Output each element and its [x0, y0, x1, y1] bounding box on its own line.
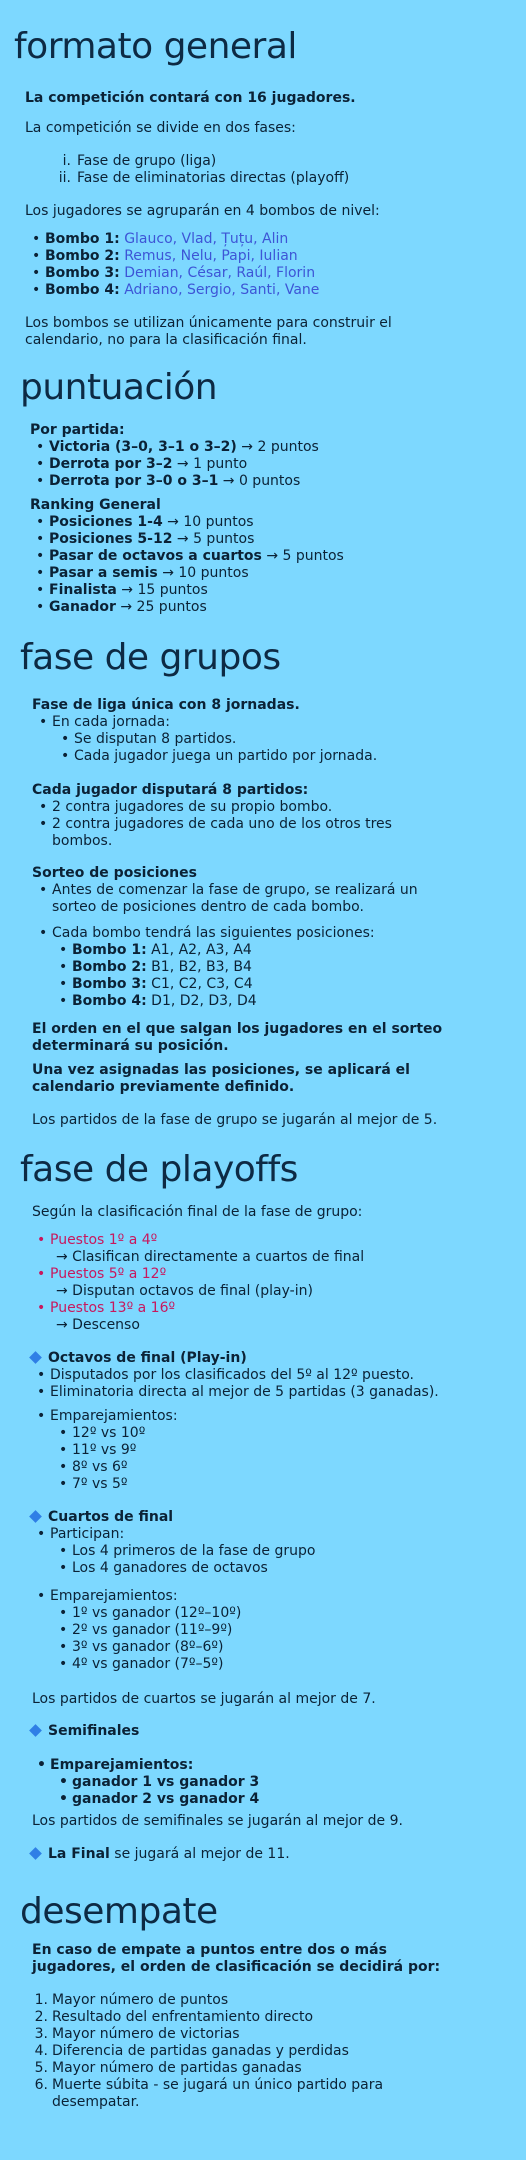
sorteo-heading: Sorteo de posiciones [32, 865, 197, 881]
criteria-list [34, 1992, 512, 2111]
criterion-item: 2. Resultado del enfrentamiento directo [34, 2009, 314, 2025]
asignadas-line1: Una vez asignadas las posiciones, se aplicará el [32, 1062, 410, 1078]
cuartos-heading [28, 1509, 173, 1526]
ranking-item [49, 531, 509, 548]
pair-item: • 8º vs 6º [72, 1459, 512, 1476]
criterion-item: 1. Mayor número de puntos [34, 1992, 229, 2008]
bombo-label: Bombo 3: [45, 265, 120, 281]
posicion-label: Bombo 2: [72, 959, 147, 975]
desempate-intro-line1: En caso de empate a puntos entre dos o más [32, 1942, 387, 1958]
final-line [28, 1846, 290, 1863]
phase-text: Fase de eliminatorias directas (playoff) [77, 170, 350, 186]
ranking-label: Pasar a semis [49, 565, 158, 581]
criterion-text: Resultado del enfrentamiento directo [52, 2009, 314, 2025]
posicion-item [72, 976, 512, 993]
partida-list [49, 439, 509, 490]
cuartos-heading-text: Cuartos de final [48, 1509, 174, 1525]
phase-item [51, 170, 471, 187]
range-result: → Disputan octavos de final (play-in) [56, 1283, 313, 1299]
partida-value: → 0 puntos [218, 473, 301, 489]
range-item [50, 1232, 510, 1249]
octavos-emparej [50, 1408, 520, 1425]
partida-label: Victoria (3–0, 3–1 o 3–2) [49, 439, 237, 455]
pair-item: • 12º vs 10º [72, 1425, 512, 1442]
partidos-item [52, 816, 512, 850]
ranking-value: → 10 puntos [162, 514, 254, 530]
formato-p2: La competición se divide en dos fases: [25, 120, 296, 136]
partida-heading: Por partida: [30, 422, 125, 438]
bombo-label: Bombo 1: [45, 231, 120, 247]
cuartos-mejor: Los partidos de cuartos se jugarán al mejor de 7. [32, 1691, 376, 1707]
pair-item: • 3º vs ganador (8º–6º) [72, 1639, 512, 1656]
ranking-value: → 5 puntos [261, 548, 344, 564]
octavos-item: • Disputados por los clasificados del 5º al 12º puesto. [50, 1367, 520, 1384]
posicion-item [72, 993, 512, 1010]
formato-p1: La competición contará con 16 jugadores. [25, 90, 356, 106]
criterion-text: Mayor número de partidas ganadas [52, 2060, 302, 2076]
formato-title: formato general [14, 26, 297, 67]
criterion-text: Muerte súbita - se jugará un único partido para [52, 2077, 384, 2093]
criterion-text: Mayor número de puntos [52, 1992, 229, 2008]
posicion-item [72, 959, 512, 976]
partida-value: → 1 punto [172, 456, 248, 472]
ranking-list [49, 514, 509, 616]
semis-mejor: Los partidos de semifinales se jugarán al mejor de 9. [32, 1813, 403, 1829]
final-rest: se jugará al mejor de 11. [109, 1846, 290, 1862]
sorteo-item: • Cada bombo tendrá las siguientes posiciones: [52, 925, 512, 942]
sorteo-line: sorteo de posiciones dentro de cada bombo. [52, 899, 364, 915]
bombo-players: Remus, Nelu, Papi, Iulian [124, 248, 298, 264]
small-blue-diamond-icon [29, 1510, 42, 1523]
posicion-item [72, 942, 512, 959]
cuartos-emparej [50, 1588, 520, 1605]
puntuacion-title: puntuación [20, 367, 218, 408]
sorteo-item [52, 882, 512, 916]
participan-sublist [72, 1543, 512, 1577]
ranking-label: Posiciones 5-12 [49, 531, 173, 547]
jornada-sublist [74, 731, 514, 765]
pair-item: • 7º vs 5º [72, 1476, 512, 1493]
posiciones-list [72, 942, 512, 1010]
range-label: Puestos 1º a 4º [50, 1232, 158, 1248]
participan-item: • Los 4 ganadores de octavos [72, 1560, 512, 1577]
bombo-players: Glauco, Vlad, Țuțu, Alin [124, 231, 289, 247]
range-label: Puestos 13º a 16º [50, 1300, 176, 1316]
phase-list [51, 153, 471, 187]
liga-heading: Fase de liga única con 8 jornadas. [32, 697, 300, 713]
jornada-list [52, 714, 512, 731]
phase-num: ii. [58, 170, 71, 186]
ranking-item [49, 514, 509, 531]
posicion-label: Bombo 4: [72, 993, 147, 1009]
criterion-item: 5. Mayor número de partidas ganadas [34, 2060, 302, 2076]
grupos-mejor: Los partidos de la fase de grupo se jugarán al mejor de 5. [32, 1112, 438, 1128]
partida-item [49, 473, 509, 490]
ranking-item [49, 582, 509, 599]
semis-heading-text: Semifinales [48, 1723, 140, 1739]
final-bold: La Final [48, 1846, 110, 1862]
cuartos-pairs [72, 1605, 512, 1673]
emparej-label: • Emparejamientos: [50, 1588, 520, 1605]
ranking-value: → 5 puntos [172, 531, 255, 547]
small-blue-diamond-icon [29, 1724, 42, 1737]
participan-label: • Participan: [50, 1526, 520, 1543]
playoffs-title: fase de playoffs [20, 1149, 298, 1190]
partidos-list [52, 799, 512, 850]
octavos-heading [28, 1350, 247, 1367]
ranking-label: Finalista [49, 582, 117, 598]
octavos-item: • Eliminatoria directa al mejor de 5 partidas (3 ganadas). [50, 1384, 520, 1401]
bombo-players: Adriano, Sergio, Santi, Vane [124, 282, 320, 298]
small-blue-diamond-icon [29, 1847, 42, 1860]
criterion-text: Diferencia de partidas ganadas y perdidas [52, 2043, 349, 2059]
ranking-item [49, 565, 509, 582]
pair-item: • 4º vs ganador (7º–5º) [72, 1656, 512, 1673]
bombo-label: Bombo 2: [45, 248, 120, 264]
jornada-subitem: • Cada jugador juega un partido por jornada. [74, 748, 514, 765]
jornada-subitem: • Se disputan 8 partidos. [74, 731, 514, 748]
small-blue-diamond-icon [29, 1351, 42, 1364]
pair-item: • ganador 2 vs ganador 4 [72, 1791, 512, 1808]
participan-list [50, 1526, 520, 1543]
ranges-list [50, 1232, 510, 1334]
desempate-intro-line2: jugadores, el orden de clasificación se decidirá por: [32, 1959, 441, 1975]
semis-heading [28, 1723, 139, 1740]
ranking-label: Posiciones 1-4 [49, 514, 163, 530]
posicion-value: D1, D2, D3, D4 [146, 993, 257, 1009]
grupos-title: fase de grupos [20, 637, 281, 678]
orden-line1: El orden en el que salgan los jugadores en el sorteo [32, 1021, 443, 1037]
partidos-heading: Cada jugador disputará 8 partidos: [32, 782, 309, 798]
desempate-title: desempate [20, 1891, 218, 1932]
asignadas-line2: calendario previamente definido. [32, 1079, 295, 1095]
octavos-pairs [72, 1425, 512, 1493]
partida-value: → 2 puntos [236, 439, 319, 455]
jornada-item: • En cada jornada: [52, 714, 512, 731]
bombo-item [45, 248, 505, 265]
partida-item [49, 456, 509, 473]
bombo-label: Bombo 4: [45, 282, 120, 298]
semis-emparej [50, 1757, 520, 1774]
posicion-value: A1, A2, A3, A4 [146, 942, 252, 958]
formato-note-line2: calendario, no para la clasificación final. [25, 332, 307, 348]
partidos-line: 2 contra jugadores de cada uno de los otros tres [52, 816, 392, 832]
playoffs-intro: Según la clasificación final de la fase de grupo: [32, 1204, 363, 1220]
sorteo-list-2 [52, 925, 512, 942]
ranking-heading: Ranking General [30, 497, 161, 513]
orden-line2: determinará su posición. [32, 1038, 229, 1054]
partidos-item: • 2 contra jugadores de su propio bombo. [52, 799, 512, 816]
criterion-text: desempatar. [52, 2094, 140, 2110]
criterion-item: 3. Mayor número de victorias [34, 2026, 240, 2042]
ranking-value: → 10 puntos [157, 565, 249, 581]
ranking-value: → 15 puntos [116, 582, 208, 598]
ranking-item [49, 599, 509, 616]
emparej-label: • Emparejamientos: [50, 1408, 520, 1425]
octavos-heading-text: Octavos de final (Play-in) [48, 1350, 247, 1366]
criterion-item: 4. Diferencia de partidas ganadas y perdidas [34, 2043, 349, 2059]
octavos-list [50, 1367, 520, 1401]
criterion-item: 6. Muerte súbita - se jugará un único partido para desempatar. [34, 2077, 384, 2110]
range-item [50, 1266, 510, 1283]
bombo-item [45, 265, 505, 282]
bombo-players: Demian, César, Raúl, Florin [124, 265, 316, 281]
participan-item: • Los 4 primeros de la fase de grupo [72, 1543, 512, 1560]
pair-item: • 11º vs 9º [72, 1442, 512, 1459]
range-label: Puestos 5º a 12º [50, 1266, 167, 1282]
phase-num: i. [62, 153, 71, 169]
phase-text: Fase de grupo (liga) [77, 153, 217, 169]
posicion-value: C1, C2, C3, C4 [146, 976, 253, 992]
ranking-value: → 25 puntos [115, 599, 207, 615]
partida-label: Derrota por 3–0 o 3–1 [49, 473, 219, 489]
criterion-text: Mayor número de victorias [52, 2026, 240, 2042]
posicion-value: B1, B2, B3, B4 [146, 959, 252, 975]
pair-item: • ganador 1 vs ganador 3 [72, 1774, 512, 1791]
sorteo-line: Antes de comenzar la fase de grupo, se realizará un [52, 882, 418, 898]
ranking-label: Pasar de octavos a cuartos [49, 548, 262, 564]
emparej-label: • Emparejamientos: [50, 1757, 520, 1774]
posicion-label: Bombo 3: [72, 976, 147, 992]
formato-note-line1: Los bombos se utilizan únicamente para construir el [25, 315, 392, 331]
pair-item: • 2º vs ganador (11º–9º) [72, 1622, 512, 1639]
partida-item [49, 439, 509, 456]
sorteo-list [52, 882, 512, 916]
bombos-list [45, 231, 505, 299]
phase-item [51, 153, 471, 170]
formato-p3: Los jugadores se agruparán en 4 bombos de nivel: [25, 203, 380, 219]
ranking-item [49, 548, 509, 565]
range-result: → Clasifican directamente a cuartos de final [56, 1249, 365, 1265]
partidos-line: bombos. [52, 833, 113, 849]
pair-item: • 1º vs ganador (12º–10º) [72, 1605, 512, 1622]
ranking-label: Ganador [49, 599, 116, 615]
partida-label: Derrota por 3–2 [49, 456, 173, 472]
semis-pairs [72, 1774, 512, 1808]
range-item [50, 1300, 510, 1317]
posicion-label: Bombo 1: [72, 942, 147, 958]
bombo-item [45, 282, 505, 299]
range-result: → Descenso [56, 1317, 140, 1333]
bombo-item [45, 231, 505, 248]
